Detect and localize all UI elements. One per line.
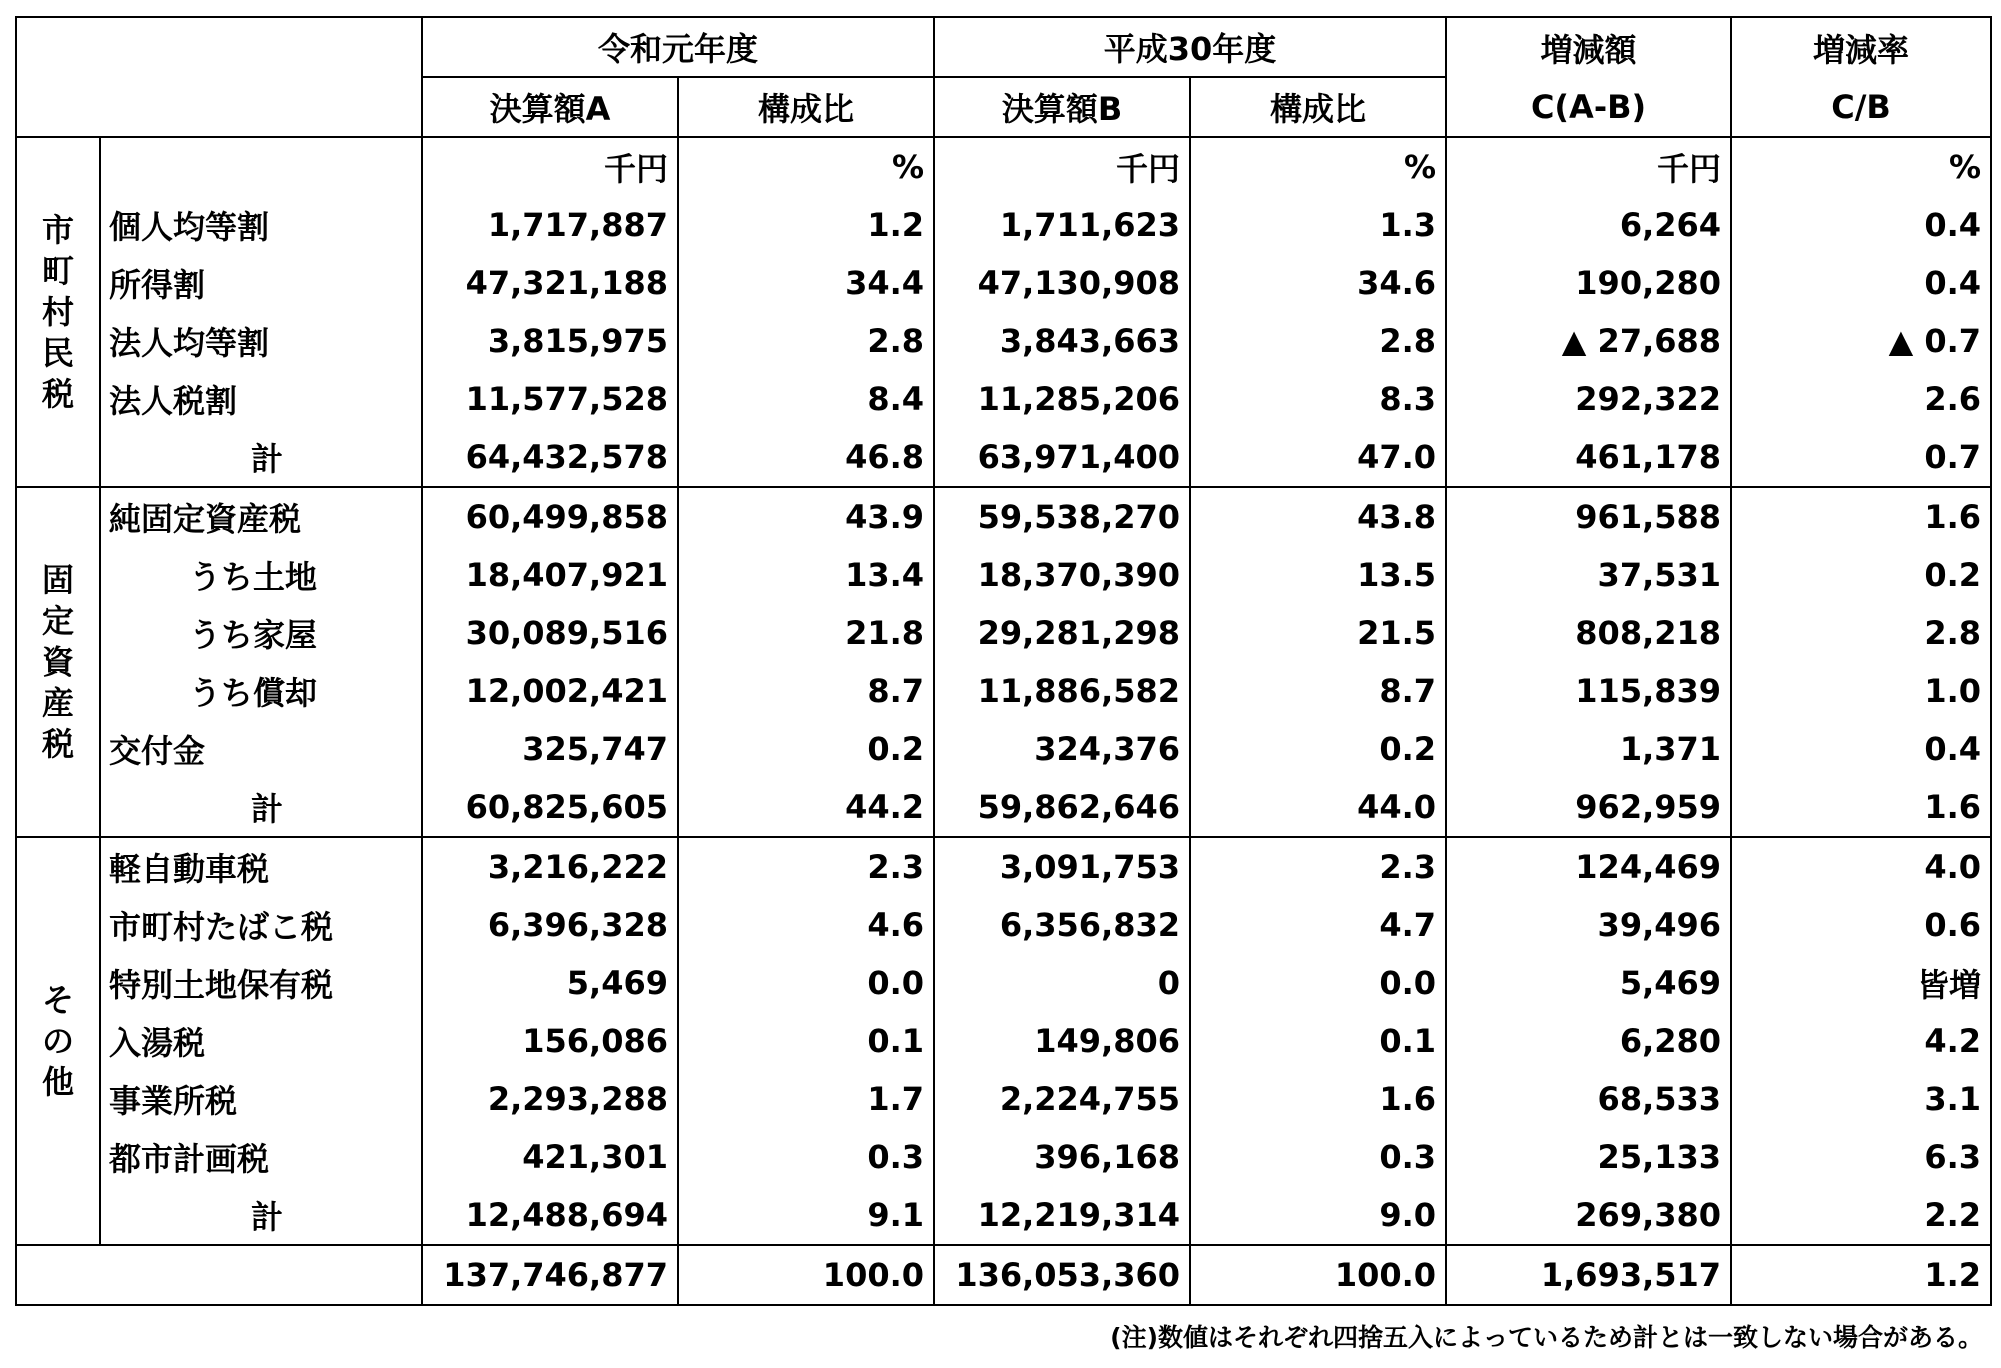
ratio-a-cell: 44.2 <box>678 778 934 837</box>
ratio-a-cell: 8.4 <box>678 370 934 428</box>
ratio-a-cell: 0.3 <box>678 1128 934 1186</box>
ratio-b-cell: 0.1 <box>1190 1012 1446 1070</box>
rate-cell: 4.2 <box>1731 1012 1991 1070</box>
ratio-a-cell: 34.4 <box>678 254 934 312</box>
ratio-a-cell: 4.6 <box>678 896 934 954</box>
amount-b-unit: 千円 <box>934 137 1190 196</box>
diff-unit: 千円 <box>1446 137 1731 196</box>
row-label: 軽自動車税 <box>100 837 422 896</box>
rate-cell: 1.2 <box>1731 1245 1991 1305</box>
ratio-b-cell: 0.0 <box>1190 954 1446 1012</box>
ratio-a-cell: 1.2 <box>678 196 934 254</box>
diff-subheader: C(A-B) <box>1446 77 1731 137</box>
tax-revenue-table <box>15 16 1992 1306</box>
diff-cell: 124,469 <box>1446 837 1731 896</box>
amount-a-cell: 12,002,421 <box>422 662 678 720</box>
row-label: 純固定資産税 <box>100 487 422 546</box>
diff-cell: 6,280 <box>1446 1012 1731 1070</box>
group-label-text: そ の 他 <box>41 980 74 1101</box>
reiwa-year-header: 令和元年度 <box>422 17 934 77</box>
ratio-a-cell: 9.1 <box>678 1186 934 1245</box>
table-row <box>16 662 1991 720</box>
group-label <box>16 837 100 1245</box>
ratio-a-cell: 43.9 <box>678 487 934 546</box>
diff-cell: 1,693,517 <box>1446 1245 1731 1305</box>
group-label <box>16 487 100 837</box>
table-row <box>16 954 1991 1012</box>
rate-cell: 3.1 <box>1731 1070 1991 1128</box>
row-label: 交付金 <box>100 720 422 778</box>
amount-a-cell: 18,407,921 <box>422 546 678 604</box>
amount-a-cell: 3,815,975 <box>422 312 678 370</box>
ratio-a-cell: 0.2 <box>678 720 934 778</box>
table-row <box>16 720 1991 778</box>
rate-cell: ▲ 0.7 <box>1731 312 1991 370</box>
ratio-a-cell: 2.8 <box>678 312 934 370</box>
ratio-b-cell: 44.0 <box>1190 778 1446 837</box>
header-row-top <box>16 17 1991 77</box>
units-row <box>16 137 1991 196</box>
rate-cell: 0.7 <box>1731 428 1991 487</box>
rate-cell: 0.4 <box>1731 196 1991 254</box>
table-row <box>16 487 1991 546</box>
ratio-b-cell: 8.7 <box>1190 662 1446 720</box>
diff-cell: 37,531 <box>1446 546 1731 604</box>
row-label: 計 <box>100 778 422 837</box>
table-row <box>16 196 1991 254</box>
amount-a-cell: 30,089,516 <box>422 604 678 662</box>
diff-cell: 461,178 <box>1446 428 1731 487</box>
footnote: (注)数値はそれぞれ四捨五入によっているため計とは一致しない場合がある。 <box>1110 1323 1983 1352</box>
table-row <box>16 370 1991 428</box>
diff-cell: 190,280 <box>1446 254 1731 312</box>
amount-b-cell: 12,219,314 <box>934 1186 1190 1245</box>
diff-cell: 115,839 <box>1446 662 1731 720</box>
amount-a-cell: 60,499,858 <box>422 487 678 546</box>
ratio-a-cell: 8.7 <box>678 662 934 720</box>
ratio-b-cell: 13.5 <box>1190 546 1446 604</box>
subtotal-row <box>16 1186 1991 1245</box>
ratio-a-cell: 100.0 <box>678 1245 934 1305</box>
ratio-b-cell: 1.6 <box>1190 1070 1446 1128</box>
subtotal-row <box>16 778 1991 837</box>
row-label: 事業所税 <box>100 1070 422 1128</box>
corner-cell <box>16 17 422 137</box>
row-label: 計 <box>100 1186 422 1245</box>
amount-b-cell: 6,356,832 <box>934 896 1190 954</box>
rate-cell: 1.0 <box>1731 662 1991 720</box>
ratio-b-cell: 9.0 <box>1190 1186 1446 1245</box>
ratio-a-cell: 0.0 <box>678 954 934 1012</box>
amount-a-cell: 12,488,694 <box>422 1186 678 1245</box>
amount-a-cell: 5,469 <box>422 954 678 1012</box>
row-label: うち償却 <box>100 662 422 720</box>
amount-b-cell: 3,843,663 <box>934 312 1190 370</box>
table-row <box>16 1128 1991 1186</box>
amount-b-cell: 149,806 <box>934 1012 1190 1070</box>
row-label: 計 <box>100 428 422 487</box>
ratio-b-cell: 0.2 <box>1190 720 1446 778</box>
row-label: 個人均等割 <box>100 196 422 254</box>
amount-a-cell: 1,717,887 <box>422 196 678 254</box>
table-row <box>16 254 1991 312</box>
table-row <box>16 896 1991 954</box>
diff-cell: 962,959 <box>1446 778 1731 837</box>
row-label: 法人均等割 <box>100 312 422 370</box>
ratio-b-cell: 8.3 <box>1190 370 1446 428</box>
row-label: 所得割 <box>100 254 422 312</box>
table-row <box>16 546 1991 604</box>
amount-b-cell: 396,168 <box>934 1128 1190 1186</box>
rate-cell: 2.6 <box>1731 370 1991 428</box>
ratio-b-cell: 34.6 <box>1190 254 1446 312</box>
rate-cell: 6.3 <box>1731 1128 1991 1186</box>
diff-cell: 1,371 <box>1446 720 1731 778</box>
table-row <box>16 312 1991 370</box>
diff-cell: 808,218 <box>1446 604 1731 662</box>
ratio-b-cell: 2.8 <box>1190 312 1446 370</box>
rate-cell: 4.0 <box>1731 837 1991 896</box>
diff-cell: 961,588 <box>1446 487 1731 546</box>
amount-a-cell: 64,432,578 <box>422 428 678 487</box>
amount-b-cell: 63,971,400 <box>934 428 1190 487</box>
ratio-a-cell: 0.1 <box>678 1012 934 1070</box>
row-label: 特別土地保有税 <box>100 954 422 1012</box>
amount-b-cell: 11,285,206 <box>934 370 1190 428</box>
ratio-b-cell: 43.8 <box>1190 487 1446 546</box>
group-label <box>16 137 100 487</box>
amount-b-cell: 59,862,646 <box>934 778 1190 837</box>
rate-cell: 皆増 <box>1731 954 1991 1012</box>
ratio-b-unit: % <box>1190 137 1446 196</box>
amount-b-cell: 47,130,908 <box>934 254 1190 312</box>
rate-subheader: C/B <box>1731 77 1991 137</box>
ratio-b-cell: 2.3 <box>1190 837 1446 896</box>
ratio-b-cell: 21.5 <box>1190 604 1446 662</box>
ratio-a-unit: % <box>678 137 934 196</box>
diff-cell: 269,380 <box>1446 1186 1731 1245</box>
row-label: 入湯税 <box>100 1012 422 1070</box>
rate-cell: 1.6 <box>1731 778 1991 837</box>
amount-b-cell: 2,224,755 <box>934 1070 1190 1128</box>
ratio-b-cell: 1.3 <box>1190 196 1446 254</box>
diff-cell: 6,264 <box>1446 196 1731 254</box>
amount-a-unit: 千円 <box>422 137 678 196</box>
amount-b-cell: 59,538,270 <box>934 487 1190 546</box>
ratio-b-cell: 4.7 <box>1190 896 1446 954</box>
row-label: うち家屋 <box>100 604 422 662</box>
group-label-text: 市 町 村 民 税 <box>41 210 74 413</box>
heisei-year-header: 平成30年度 <box>934 17 1446 77</box>
amount-a-cell: 47,321,188 <box>422 254 678 312</box>
amount-a-cell: 3,216,222 <box>422 837 678 896</box>
diff-cell: ▲ 27,688 <box>1446 312 1731 370</box>
amount-a-cell: 60,825,605 <box>422 778 678 837</box>
amount-b-cell: 3,091,753 <box>934 837 1190 896</box>
rate-cell: 1.6 <box>1731 487 1991 546</box>
ratio-a-cell: 2.3 <box>678 837 934 896</box>
diff-cell: 39,496 <box>1446 896 1731 954</box>
rate-cell: 0.4 <box>1731 254 1991 312</box>
grand-total-label <box>16 1245 422 1305</box>
row-label: 法人税割 <box>100 370 422 428</box>
amount-a-cell: 11,577,528 <box>422 370 678 428</box>
diff-cell: 5,469 <box>1446 954 1731 1012</box>
grand-total-row <box>16 1245 1991 1305</box>
diff-header: 増減額 <box>1446 17 1731 77</box>
table-row <box>16 1070 1991 1128</box>
diff-cell: 68,533 <box>1446 1070 1731 1128</box>
row-label: 都市計画税 <box>100 1128 422 1186</box>
amount-b-cell: 29,281,298 <box>934 604 1190 662</box>
diff-cell: 25,133 <box>1446 1128 1731 1186</box>
table-row <box>16 1012 1991 1070</box>
table-row <box>16 837 1991 896</box>
amount-b-cell: 11,886,582 <box>934 662 1190 720</box>
amount-b-cell: 324,376 <box>934 720 1190 778</box>
row-label <box>100 137 422 196</box>
amount-b-header: 決算額B <box>934 77 1190 137</box>
rate-cell: 2.8 <box>1731 604 1991 662</box>
amount-a-cell: 137,746,877 <box>422 1245 678 1305</box>
rate-cell: 0.2 <box>1731 546 1991 604</box>
rate-header: 増減率 <box>1731 17 1991 77</box>
amount-a-cell: 156,086 <box>422 1012 678 1070</box>
ratio-b-cell: 0.3 <box>1190 1128 1446 1186</box>
amount-a-header: 決算額A <box>422 77 678 137</box>
amount-b-cell: 0 <box>934 954 1190 1012</box>
rate-cell: 0.6 <box>1731 896 1991 954</box>
amount-a-cell: 6,396,328 <box>422 896 678 954</box>
ratio-a-cell: 21.8 <box>678 604 934 662</box>
ratio-a-cell: 13.4 <box>678 546 934 604</box>
ratio-a-cell: 46.8 <box>678 428 934 487</box>
amount-a-cell: 421,301 <box>422 1128 678 1186</box>
amount-a-cell: 2,293,288 <box>422 1070 678 1128</box>
row-label: うち土地 <box>100 546 422 604</box>
ratio-b-cell: 100.0 <box>1190 1245 1446 1305</box>
ratio-b-cell: 47.0 <box>1190 428 1446 487</box>
ratio-a-cell: 1.7 <box>678 1070 934 1128</box>
rate-cell: 2.2 <box>1731 1186 1991 1245</box>
amount-b-cell: 1,711,623 <box>934 196 1190 254</box>
ratio-a-header: 構成比 <box>678 77 934 137</box>
ratio-b-header: 構成比 <box>1190 77 1446 137</box>
rate-cell: 0.4 <box>1731 720 1991 778</box>
amount-b-cell: 18,370,390 <box>934 546 1190 604</box>
group-label-text: 固 定 資 産 税 <box>41 560 74 763</box>
row-label: 市町村たばこ税 <box>100 896 422 954</box>
table-row <box>16 604 1991 662</box>
subtotal-row <box>16 428 1991 487</box>
amount-b-cell: 136,053,360 <box>934 1245 1190 1305</box>
amount-a-cell: 325,747 <box>422 720 678 778</box>
rate-unit: % <box>1731 137 1991 196</box>
diff-cell: 292,322 <box>1446 370 1731 428</box>
